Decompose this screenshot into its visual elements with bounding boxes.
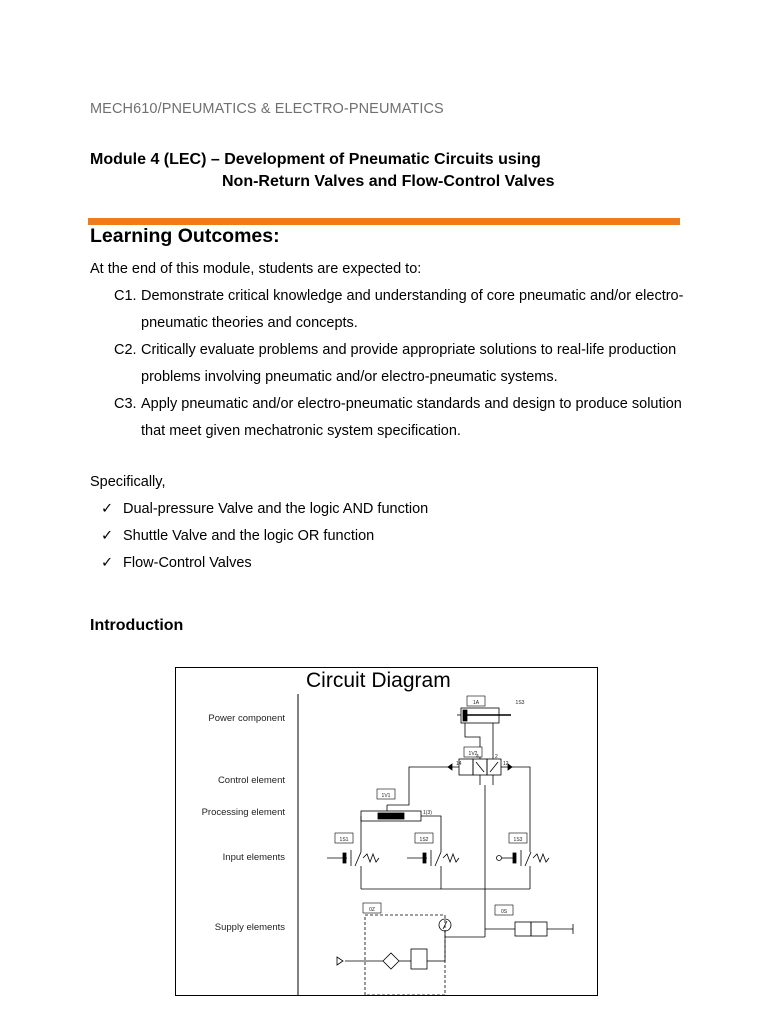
learning-outcomes-heading: Learning Outcomes: bbox=[90, 225, 280, 247]
checklist-item-text: Shuttle Valve and the logic OR function bbox=[123, 528, 375, 544]
outcome-item bbox=[114, 283, 694, 337]
label-input-elements: Input elements bbox=[222, 852, 285, 863]
port-1-3: 1(3) bbox=[423, 810, 432, 816]
tag-1s3-top: 1S3 bbox=[515, 700, 525, 706]
outcome-text: Apply pneumatic and/or electro-pneumatic standards and design to produce solution that meet given mechatronic system specification. bbox=[141, 396, 682, 439]
checklist-item-text: Dual-pressure Valve and the logic AND function bbox=[123, 501, 429, 517]
module-title-line1: Module 4 (LEC) – Development of Pneumatic Circuits using bbox=[90, 151, 541, 168]
circuit-diagram-figure bbox=[175, 667, 598, 996]
module-title-line2: Non-Return Valves and Flow-Control Valves bbox=[222, 173, 555, 190]
outcome-text: Critically evaluate problems and provide appropriate solutions to real-life production problems involving pneumatic and/or electro-pneumatic systems. bbox=[141, 342, 677, 385]
tag-0s: 0S bbox=[500, 909, 508, 915]
check-icon: ✓ bbox=[101, 501, 114, 517]
tag-0z: 0Z bbox=[369, 907, 375, 913]
module-title bbox=[90, 149, 555, 193]
label-supply-elements: Supply elements bbox=[214, 922, 285, 933]
outcome-code: C2. bbox=[114, 342, 137, 358]
circuit-diagram-svg bbox=[175, 667, 598, 996]
figure-title: Circuit Diagram bbox=[306, 669, 451, 692]
checklist-item bbox=[101, 496, 428, 523]
check-icon: ✓ bbox=[101, 555, 114, 571]
specifically-label: Specifically, bbox=[90, 474, 166, 490]
checklist-item-text: Flow-Control Valves bbox=[123, 555, 252, 571]
label-processing-element: Processing element bbox=[201, 807, 285, 818]
checklist-item bbox=[101, 523, 428, 550]
topics-checklist bbox=[101, 496, 428, 577]
outcomes-list bbox=[114, 283, 694, 445]
port-4: 4 bbox=[476, 754, 479, 760]
outcome-item bbox=[114, 337, 694, 391]
port-2: 2 bbox=[495, 754, 498, 760]
outcome-code: C3. bbox=[114, 396, 137, 412]
tag-1s1: 1S1 bbox=[339, 837, 349, 843]
tag-1s2: 1S2 bbox=[419, 837, 429, 843]
tag-1v1: 1V1 bbox=[381, 793, 391, 799]
port-12: 12 bbox=[503, 761, 509, 767]
outcome-text: Demonstrate critical knowledge and understanding of core pneumatic and/or electro-pneumatic theories and concepts. bbox=[141, 288, 684, 331]
label-power-component: Power component bbox=[208, 713, 285, 724]
label-control-element: Control element bbox=[217, 775, 285, 786]
tag-1v2: 1V2 bbox=[468, 751, 478, 757]
section-divider bbox=[88, 218, 680, 225]
checklist-item bbox=[101, 550, 428, 577]
course-header: MECH610/PNEUMATICS & ELECTRO-PNEUMATICS bbox=[90, 101, 444, 117]
outcome-code: C1. bbox=[114, 288, 137, 304]
outcome-item bbox=[114, 391, 694, 445]
check-icon: ✓ bbox=[101, 528, 114, 544]
introduction-heading: Introduction bbox=[90, 617, 184, 634]
tag-1a: 1A bbox=[472, 700, 480, 706]
port-14: 14 bbox=[456, 761, 462, 767]
outcomes-intro: At the end of this module, students are expected to: bbox=[90, 261, 422, 277]
tag-1s3: 1S3 bbox=[513, 837, 523, 843]
